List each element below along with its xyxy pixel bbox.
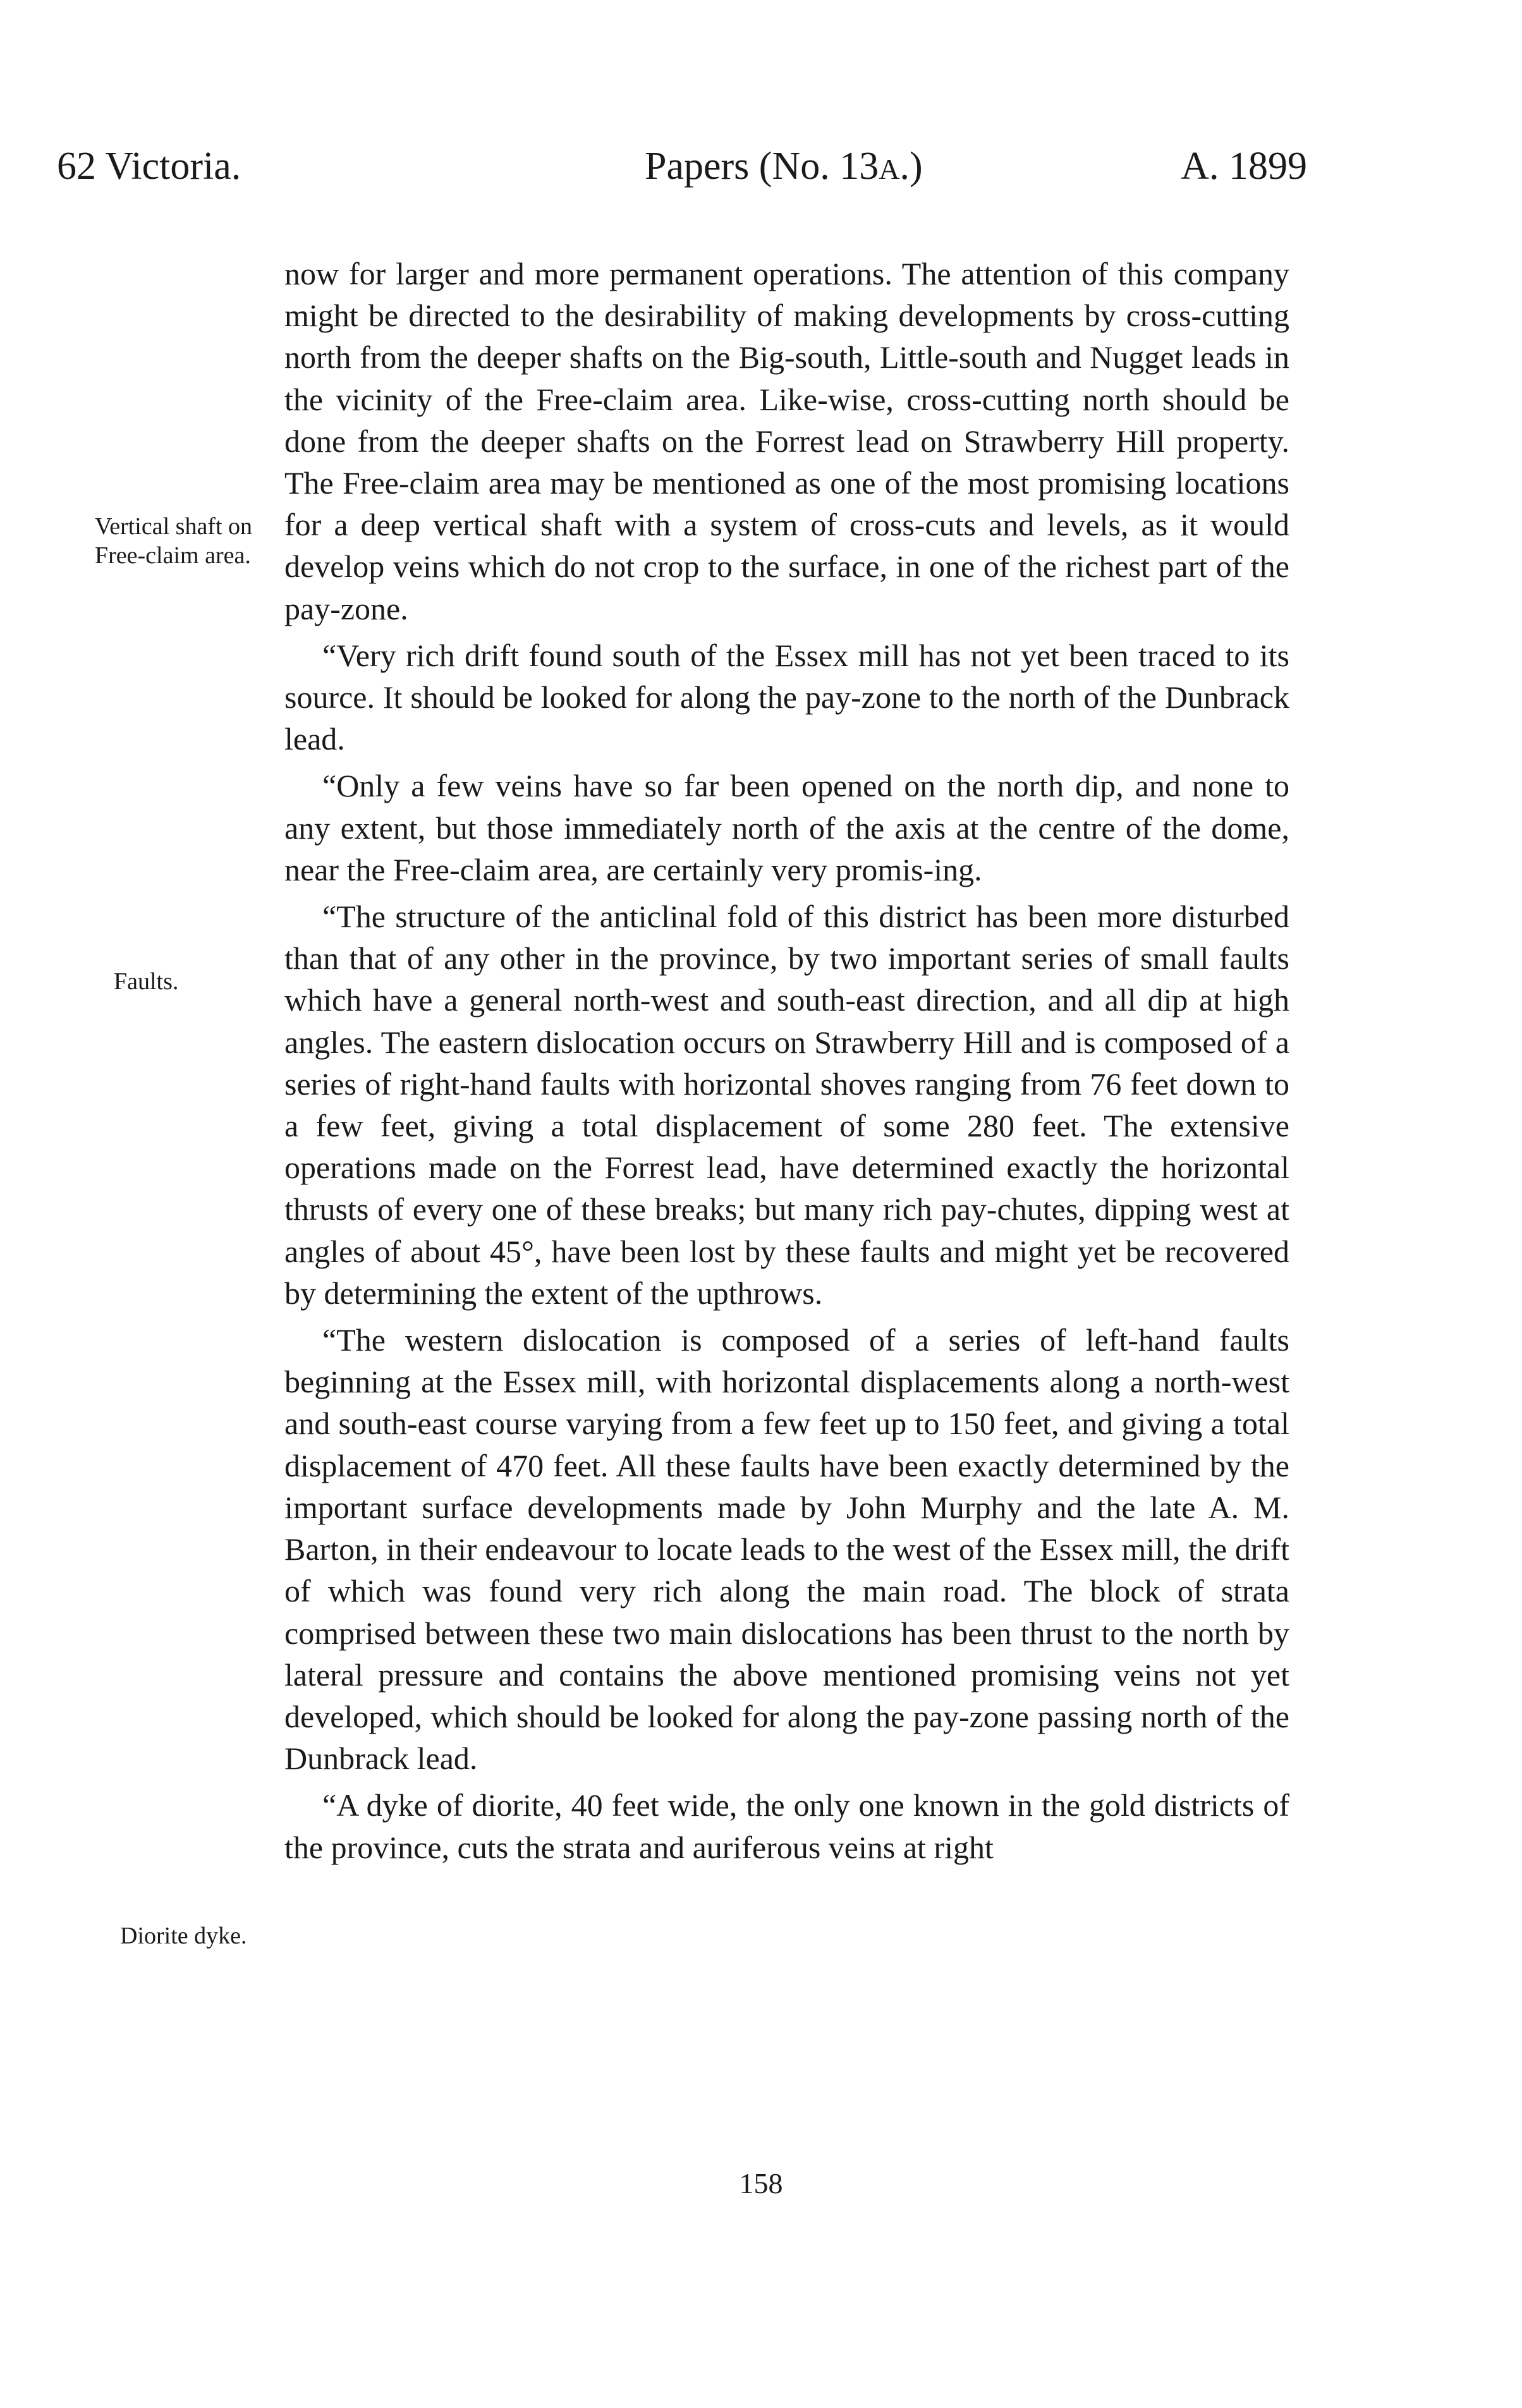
paragraph-western-dislocation: “The western dislocation is composed of a series of left-hand faults beginning at the Essex mill, with horizontal displacements along a north-west and south-east course varying from a few feet up to 150 feet, and giving a total displacement of 470 feet. All these faults have been exactly determined by the important surface developments made by John Murphy and the late A. M. Barton, in their endeavour to locate leads to the west of the Essex mill, the drift of which was found very rich along the main road. The block of strata comprised between these two main dislocations has been thrust to the north by lateral pressure and contains the above mentioned promising veins not yet developed, which should be looked for along the pay-zone passing north of the Dunbrack lead. — [284, 1322, 1289, 1777]
header-paper-letter: A — [879, 153, 900, 185]
paragraph-faults-structure: “The structure of the anticlinal fold of this district has been more disturbed than that of any other in the province, by two important series of small faults which have a general north-west and south-east direction, and all dip at high angles. The eastern dislocation occurs on Strawberry Hill and is composed of a series of right-hand faults with horizontal shoves ranging from 76 feet down to a few feet, giving a total displacement of some 280 feet. The extensive operations made on the Forrest lead, have determined exactly the horizontal thrusts of every one of these breaks; but many rich pay-chutes, dipping west at angles of about 45°, have been lost by these faults and might yet be recovered by determining the extent of the upthrows. — [284, 899, 1289, 1311]
running-header — [57, 138, 1307, 195]
header-session: 62 Victoria. — [57, 145, 241, 188]
body-text — [284, 253, 1289, 1873]
paragraph-diorite-dyke: “A dyke of diorite, 40 feet wide, the only one known in the gold districts of the province, cuts the strata and auriferous veins at right — [284, 1787, 1289, 1865]
margin-note-vertical-shaft: Vertical shaft on Free-claim area. — [95, 513, 253, 569]
margin-note-diorite-dyke: Diorite dyke. — [120, 1923, 247, 1949]
paragraph-continuation: now for larger and more permanent operations. The attention of this company might be directed to the desirability of making developments by cross-cutting north from the deeper shafts on the Big-south, Little-south and Nugget leads in the vicinity of the Free-claim area. Like-wise, cross-cutting north should be done from the deeper shafts on the Forrest lead on Strawberry Hill property. The Free-claim area may be mentioned as one of the most promising locations for a deep vertical shaft with a system of cross-cuts and levels, as it would develop veins which do not crop to the surface, in one of the richest part of the pay-zone. — [284, 256, 1289, 626]
paragraph-drift: “Very rich drift found south of the Essex mill has not yet been traced to its source. It should be looked for along the pay-zone to the north of the Dunbrack lead. — [284, 637, 1289, 757]
header-paper-title — [645, 138, 923, 198]
header-paper-suffix: .) — [899, 145, 923, 188]
header-year: A. 1899 — [1181, 145, 1307, 188]
margin-note-faults: Faults. — [114, 968, 179, 995]
page-number: 158 — [739, 2167, 783, 2199]
header-paper-prefix: Papers (No. 13 — [645, 145, 879, 188]
paragraph-north-dip: “Only a few veins have so far been opened on the north dip, and none to any extent, but those immediately north of the axis at the centre of the dome, near the Free-claim area, are certainly very promis-ing. — [284, 768, 1289, 887]
